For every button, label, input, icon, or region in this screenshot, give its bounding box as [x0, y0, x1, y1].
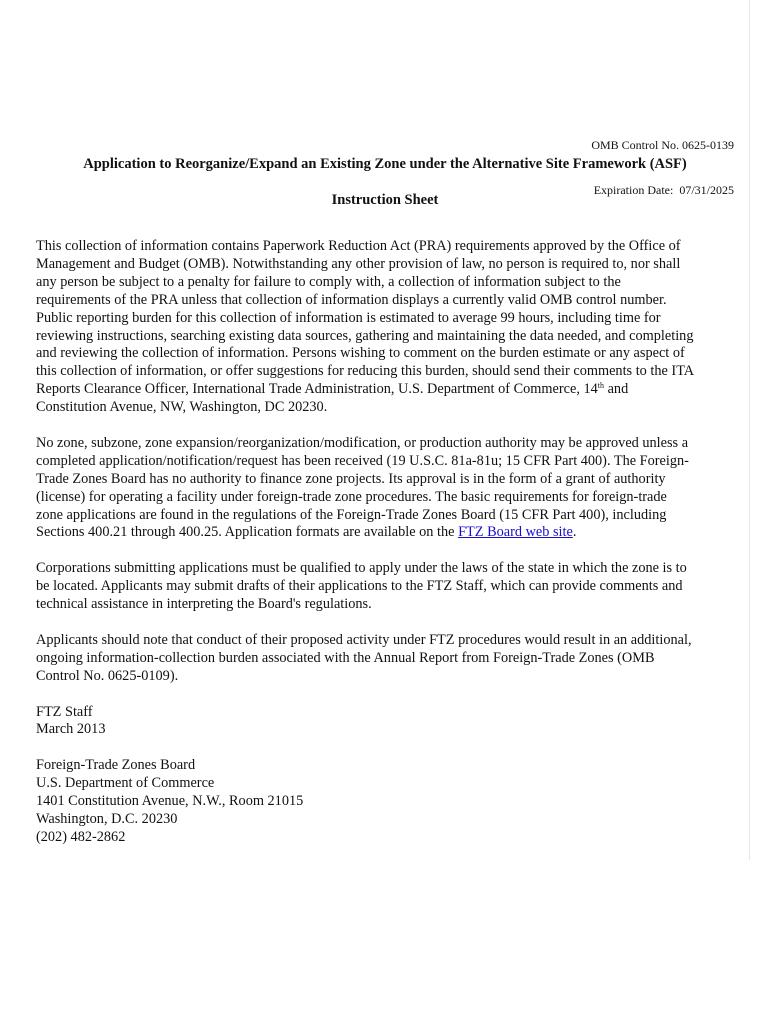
text-segment: Reports Clearance Officer, International Trade Administration, U.S. Department of Commerce, 14: [36, 381, 598, 398]
signature-line: March 2013: [36, 721, 106, 738]
expiration-date: Expiration Date: 07/31/2025: [593, 183, 734, 197]
text-segment: and: [604, 381, 629, 398]
text-line: Control No. 0625-0109).: [36, 667, 179, 684]
superscript: th: [597, 381, 604, 391]
text-line: Corporations submitting applications must be qualified to apply under the laws of the state in which the zone is to: [36, 560, 687, 577]
text-line: [36, 524, 736, 542]
address-line: U.S. Department of Commerce: [36, 775, 215, 792]
text-line: Constitution Avenue, NW, Washington, DC 20230.: [36, 399, 328, 416]
text-line: any person be subject to a penalty for failure to comply with, a collection of information subject to the: [36, 273, 621, 290]
text-line: Applicants should note that conduct of their proposed activity under FTZ procedures would result in an additional,: [36, 631, 692, 648]
signature-block: [36, 704, 736, 740]
text-line: zone applications are found in the regulations of the Foreign-Trade Zones Board (15 CFR Part 400), including: [36, 506, 667, 523]
text-line: Management and Budget (OMB). Notwithstanding any other provision of law, no person is required to, nor shall: [36, 255, 681, 272]
text-segment: .: [572, 524, 577, 541]
corporations-paragraph: [36, 560, 736, 614]
text-line: [36, 381, 736, 399]
text-line: Public reporting burden for this collection of information is estimated to average 99 hours, including time for: [36, 309, 661, 326]
text-line: Trade Zones Board has no authority to finance zone projects. Its approval is in the form of a grant of authority: [36, 470, 666, 487]
text-line: completed application/notification/request has been received (19 U.S.C. 81a-81u; 15 CFR Part 400). The Foreign-: [36, 452, 689, 469]
text-line: No zone, subzone, zone expansion/reorganization/modification, or production authority may be approved unless a: [36, 434, 689, 451]
document-title: Application to Reorganize/Expand an Existing Zone under the Alternative Site Framework (ASF): [83, 156, 687, 172]
address-block: [36, 757, 736, 847]
document-subtitle: Instruction Sheet: [331, 192, 439, 208]
ftz-board-web-site-link[interactable]: FTZ Board web site: [458, 524, 573, 541]
address-line: Washington, D.C. 20230: [36, 810, 178, 827]
address-line: (202) 482-2862: [36, 828, 126, 845]
text-line: requirements of the PRA unless that collection of information displays a currently valid OMB control number.: [36, 291, 667, 308]
omb-control-number: OMB Control No. 0625-0139: [591, 138, 734, 152]
address-line: Foreign-Trade Zones Board: [36, 757, 196, 774]
text-line: ongoing information-collection burden associated with the Annual Report from Foreign-Trade Zones (OMB: [36, 649, 655, 666]
document-body: [36, 238, 736, 865]
text-line: this collection of information, or offer suggestions for reducing this burden, should send their comments to the ITA: [36, 363, 695, 380]
pra-paragraph: [36, 238, 736, 417]
text-line: (license) for operating a facility under foreign-trade zone procedures. The basic requirements for foreign-trade: [36, 488, 667, 505]
text-line: This collection of information contains Paperwork Reduction Act (PRA) requirements approved by the Office of: [36, 238, 681, 254]
burden-paragraph: [36, 632, 736, 686]
text-line: and reviewing the collection of information. Persons wishing to comment on the burden estimate or any aspect of: [36, 345, 685, 362]
text-line: technical assistance in interpreting the Board's regulations.: [36, 596, 372, 613]
text-line: be located. Applicants may submit drafts of their applications to the FTZ Staff, which can provide comments and: [36, 578, 683, 595]
authority-paragraph: [36, 435, 736, 542]
address-line: 1401 Constitution Avenue, N.W., Room 21015: [36, 793, 304, 810]
text-segment: Sections 400.21 through 400.25. Application formats are available on the: [36, 524, 459, 541]
text-line: reviewing instructions, searching existing data sources, gathering and maintaining the data needed, and completing: [36, 327, 694, 344]
signature-line: FTZ Staff: [36, 703, 93, 720]
page-edge-line: [749, 0, 750, 860]
